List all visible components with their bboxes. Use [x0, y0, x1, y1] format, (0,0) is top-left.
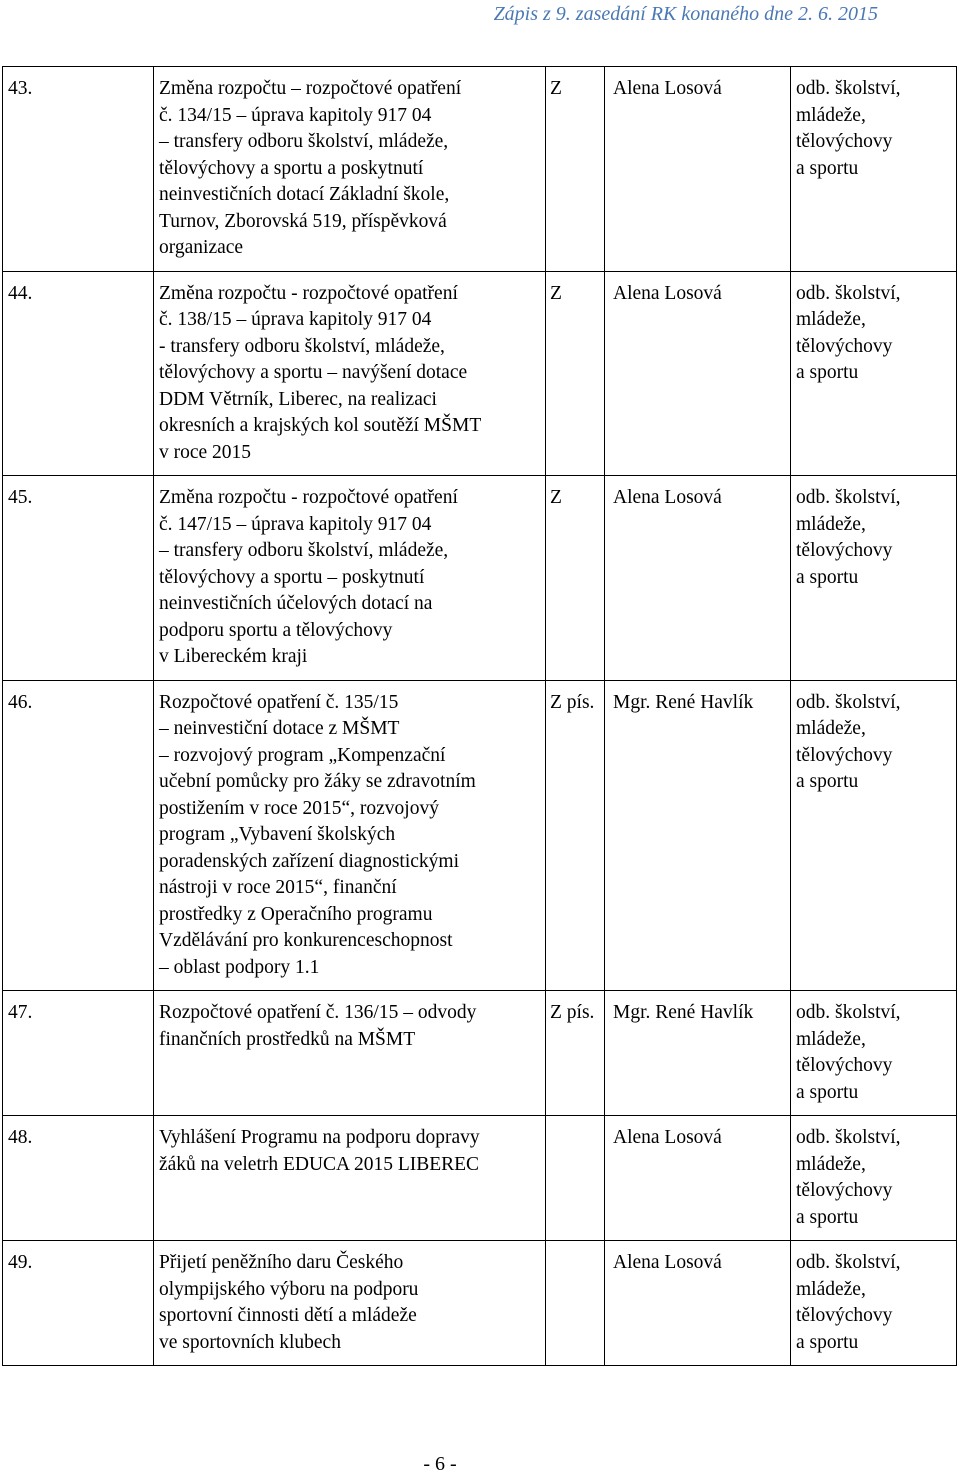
item-presenter-cell	[605, 680, 791, 991]
item-subject-cell	[154, 476, 546, 681]
item-presenter-cell	[605, 476, 791, 681]
item-subject-cell	[154, 991, 546, 1116]
item-presenter: Mgr. René Havlík	[613, 691, 754, 713]
agenda-table	[2, 66, 957, 1366]
item-subject-cell	[154, 680, 546, 991]
item-presenter: Alena Losová	[613, 487, 722, 508]
agenda-row	[3, 476, 957, 681]
item-subject: Změna rozpočtu - rozpočtové opatření č. 147/15 – úprava kapitoly 917 04 – transfery odboru školství, mládeže, tělovýchovy a sportu – poskytnutí neinvestičních účelových dotací na podporu sportu a tělovýchovy v Libereckém kraji	[159, 487, 458, 667]
item-presenter-cell	[605, 67, 791, 272]
item-presenter: Alena Losová	[613, 78, 722, 99]
agenda-row	[3, 1241, 957, 1366]
item-presenter-cell	[605, 991, 791, 1116]
item-subject-cell	[154, 1116, 546, 1241]
item-number-cell	[3, 1116, 154, 1241]
item-subject: Přijetí peněžního daru Českého olympijského výboru na podporu sportovní činnosti dětí a mládeže ve sportovních klubech	[159, 1252, 419, 1353]
item-subject: Rozpočtové opatření č. 136/15 – odvody finančních prostředků na MŠMT	[159, 1002, 477, 1050]
item-department-cell	[791, 991, 957, 1116]
item-number-cell	[3, 271, 154, 476]
item-status-cell	[546, 680, 605, 991]
item-department-cell	[791, 1116, 957, 1241]
item-subject: Změna rozpočtu - rozpočtové opatření č. 138/15 – úprava kapitoly 917 04 - transfery odboru školství, mládeže, tělovýchovy a sportu – navýšení dotace DDM Větrník, Liberec, na realizaci okresních a krajských kol soutěží MŠMT v roce 2015	[159, 282, 482, 463]
item-status-cell	[546, 67, 605, 272]
item-department: odb. školství, mládeže, tělovýchovy a sportu	[796, 1127, 901, 1228]
item-number-cell	[3, 991, 154, 1116]
item-number: 46.	[8, 691, 33, 713]
item-status: Z	[550, 78, 562, 99]
item-number: 48.	[8, 1127, 33, 1148]
item-presenter: Mgr. René Havlík	[613, 1002, 754, 1023]
item-presenter-cell	[605, 271, 791, 476]
agenda-row	[3, 1116, 957, 1241]
item-department: odb. školství, mládeže, tělovýchovy a sportu	[796, 487, 901, 588]
agenda-row	[3, 271, 957, 476]
item-presenter-cell	[605, 1116, 791, 1241]
item-status: Z	[550, 487, 562, 508]
item-department: odb. školství, mládeže, tělovýchovy a sportu	[796, 282, 901, 383]
item-department: odb. školství, mládeže, tělovýchovy a sportu	[796, 691, 901, 792]
agenda-row	[3, 991, 957, 1116]
item-status-cell	[546, 1116, 605, 1241]
item-status-cell	[546, 991, 605, 1116]
item-number: 49.	[8, 1252, 33, 1273]
item-department: odb. školství, mládeže, tělovýchovy a sportu	[796, 78, 901, 179]
item-department-cell	[791, 476, 957, 681]
item-status: Z pís.	[550, 1002, 595, 1023]
item-number-cell	[3, 680, 154, 991]
item-department: odb. školství, mládeže, tělovýchovy a sportu	[796, 1252, 901, 1353]
item-subject-cell	[154, 1241, 546, 1366]
item-department-cell	[791, 271, 957, 476]
item-subject-cell	[154, 67, 546, 272]
item-status-cell	[546, 476, 605, 681]
item-number-cell	[3, 67, 154, 272]
item-number-cell	[3, 476, 154, 681]
item-presenter: Alena Losová	[613, 1252, 722, 1273]
item-status: Z	[550, 282, 562, 304]
item-department-cell	[791, 67, 957, 272]
item-number: 45.	[8, 487, 33, 508]
item-number: 44.	[8, 282, 33, 304]
item-number: 47.	[8, 1002, 33, 1023]
item-department-cell	[791, 1241, 957, 1366]
item-status: Z pís.	[550, 691, 595, 713]
item-number-cell	[3, 1241, 154, 1366]
item-status-cell	[546, 271, 605, 476]
item-subject: Vyhlášení Programu na podporu dopravy žáků na veletrh EDUCA 2015 LIBEREC	[159, 1127, 480, 1175]
item-presenter: Alena Losová	[613, 1127, 722, 1148]
page-number: - 6 -	[423, 1453, 457, 1475]
item-department-cell	[791, 680, 957, 991]
item-department: odb. školství, mládeže, tělovýchovy a sportu	[796, 1002, 901, 1103]
agenda-row	[3, 67, 957, 272]
agenda-row	[3, 680, 957, 991]
agenda-table-body	[3, 67, 957, 1366]
item-subject-cell	[154, 271, 546, 476]
item-presenter-cell	[605, 1241, 791, 1366]
item-presenter: Alena Losová	[613, 282, 722, 304]
item-number: 43.	[8, 78, 33, 99]
item-subject: Rozpočtové opatření č. 135/15 – neinvestiční dotace z MŠMT – rozvojový program „Kompenzační učební pomůcky pro žáky se zdravotním postižením v roce 2015“, rozvojový program „Vybavení školských poradenských zařízení diagnostickými nástroji v roce 2015“, finanční prostředky z Operačního programu Vzdělávání pro konkurenceschopnost – oblast podpory 1.1	[159, 691, 476, 978]
item-subject: Změna rozpočtu – rozpočtové opatření č. 134/15 – úprava kapitoly 917 04 – transfery odboru školství, mládeže, tělovýchovy a sportu a poskytnutí neinvestičních dotací Základní škole, Turnov, Zborovská 519, příspěvková organizace	[159, 78, 462, 258]
item-status-cell	[546, 1241, 605, 1366]
document-header: Zápis z 9. zasedání RK konaného dne 2. 6. 2015	[493, 3, 878, 25]
